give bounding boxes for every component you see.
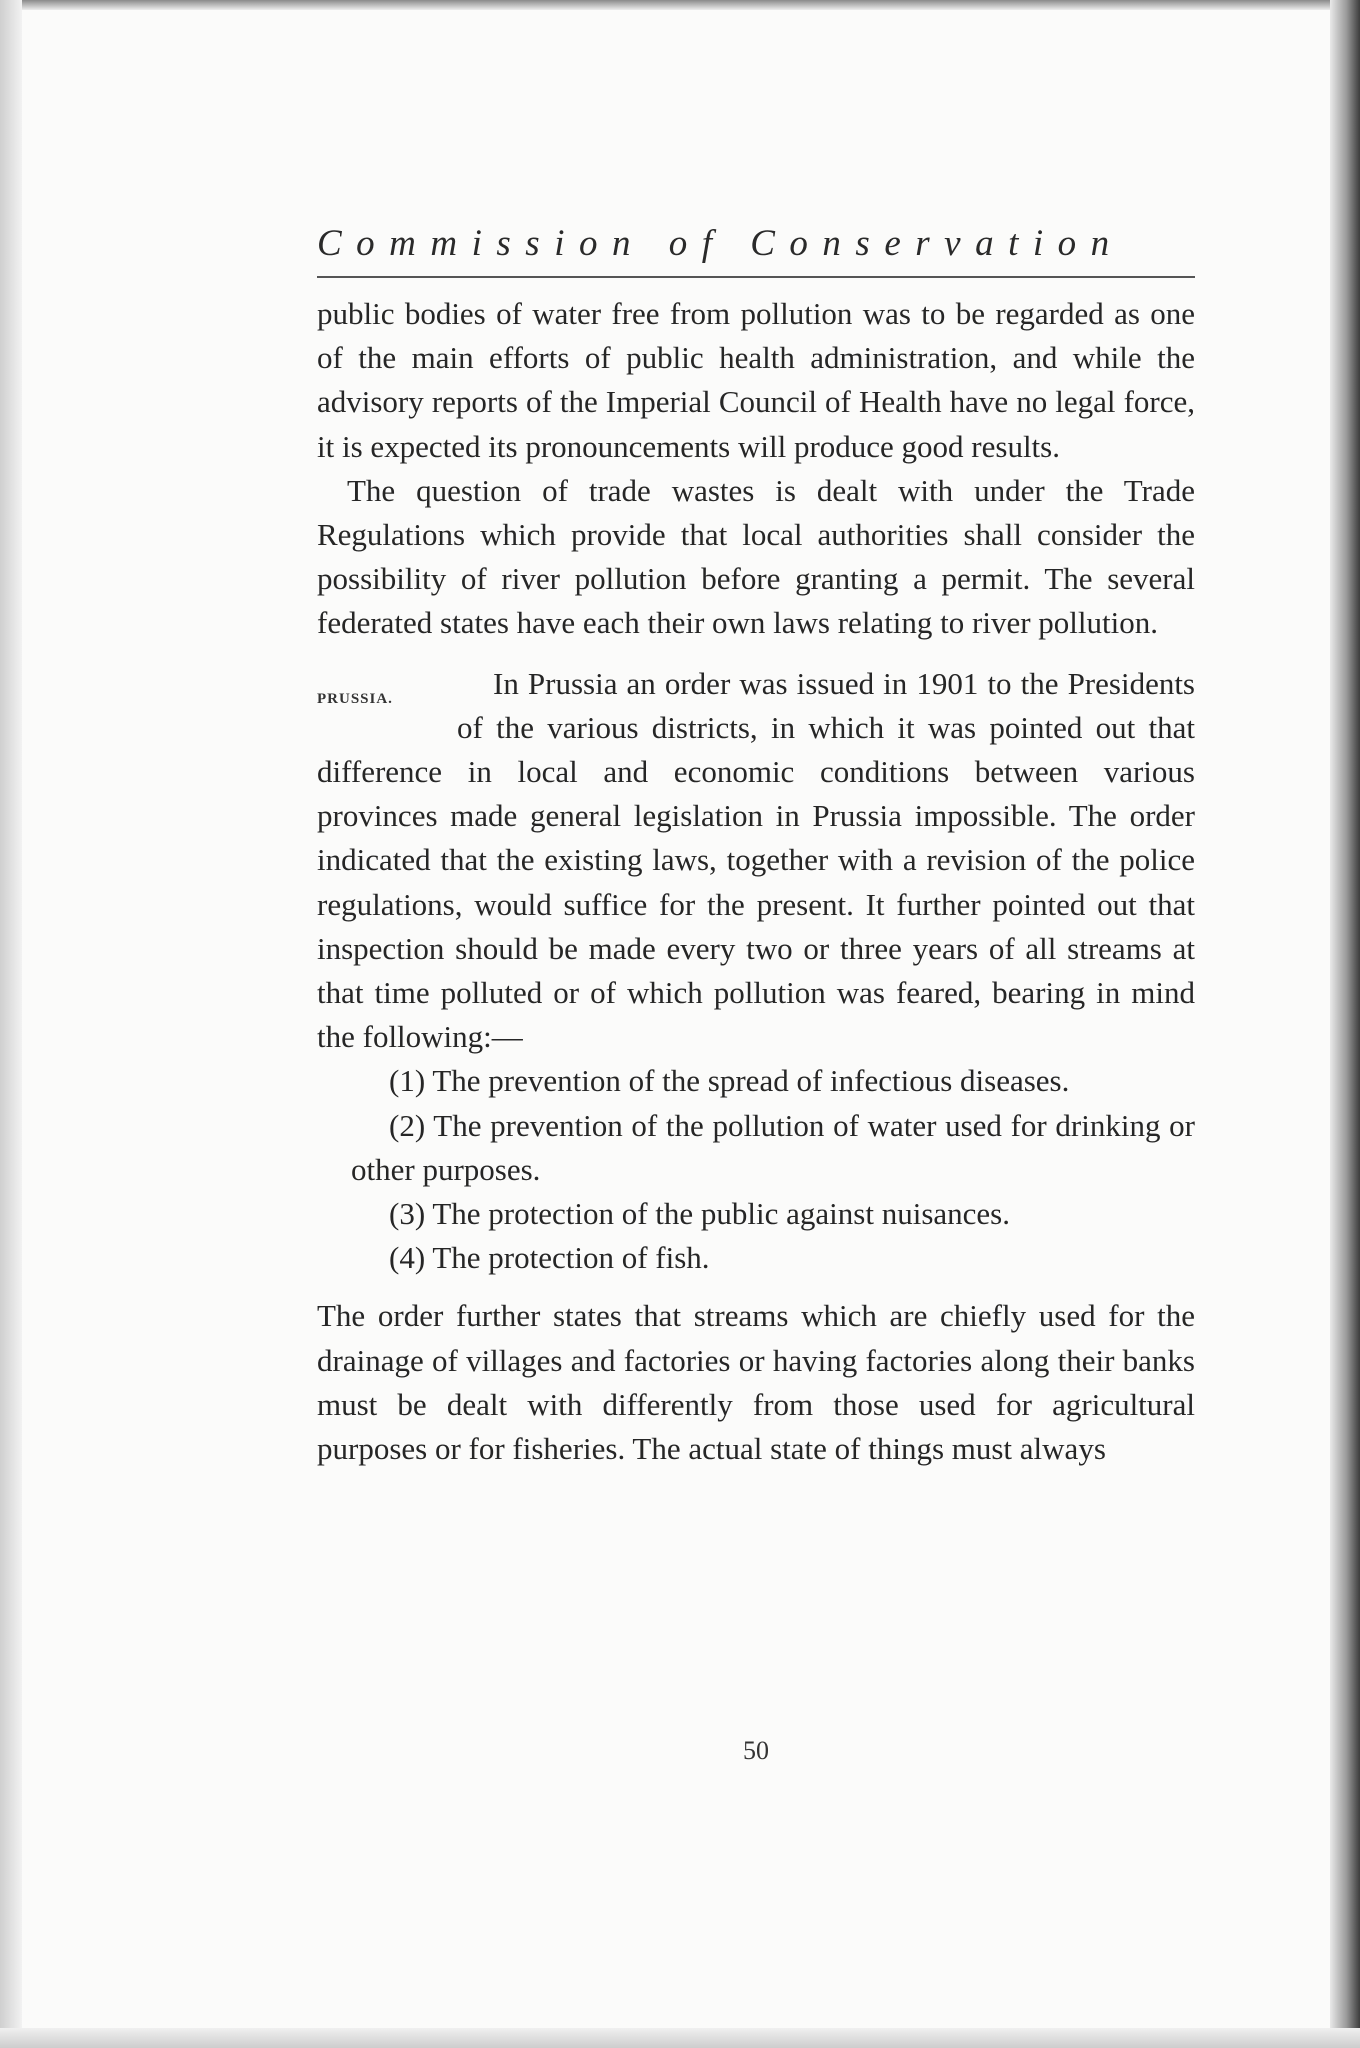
paragraph: The order further states that streams which are chiefly used for the drainage of villages and factories or having factories along their banks must be dealt with differently from those used for agricultural purposes or for fisheries. The actual state of things must always [317, 1298, 1195, 1467]
page-bottom-edge [0, 2028, 1360, 2048]
list-item-text: (1) The prevention of the spread of infectious diseases. [389, 1063, 1070, 1099]
list-item-text: (4) The protection of fish. [389, 1240, 710, 1276]
list-item [351, 1104, 1195, 1192]
page-gutter-shadow [0, 0, 22, 2048]
paragraph: public bodies of water free from pollution was to be regarded as one of the main efforts of public health administration, and while the advisory reports of the Imperial Council of Health have no legal force, it is expected its pronouncements will produce good results. [317, 296, 1195, 464]
page-number: 50 [743, 1736, 769, 1765]
list-item-text: (2) The prevention of the pollution of water used for drinking or other purposes. [351, 1107, 1195, 1187]
list-item [351, 1059, 1195, 1103]
running-head: Commission of Conservation [317, 223, 1124, 264]
text-block [317, 222, 1195, 1765]
side-note-label: PRUSSIA. [317, 690, 393, 707]
list-item-text: (3) The protection of the public against nuisances. [389, 1196, 1010, 1232]
paragraph: In Prussia an order was issued in 1901 to the Presidents of the various districts, in which it was pointed out that difference in local and economic conditions between various provinces made general legislation in Prussia impossible. The order indicated that the existing laws, together with a revision of the police regulations, would suffice for the present. It further pointed out that inspection should be made every two or three years of all streams at that time polluted or of which pollution was feared, bearing in mind the following:— [317, 665, 1195, 1055]
list-item [351, 1236, 1195, 1280]
numbered-list [317, 1059, 1195, 1280]
page-edge-shadow [1330, 0, 1360, 2048]
prussia-section [317, 662, 1195, 1060]
running-head-rule [317, 276, 1195, 278]
side-note [317, 662, 457, 746]
paragraph: The question of trade wastes is dealt with under the Trade Regulations which provide that local authorities shall consider the possibility of river pollution before granting a permit. The several federated states have each their own laws relating to river pollution. [317, 472, 1195, 641]
list-item [351, 1192, 1195, 1236]
page-top-edge [0, 0, 1360, 10]
